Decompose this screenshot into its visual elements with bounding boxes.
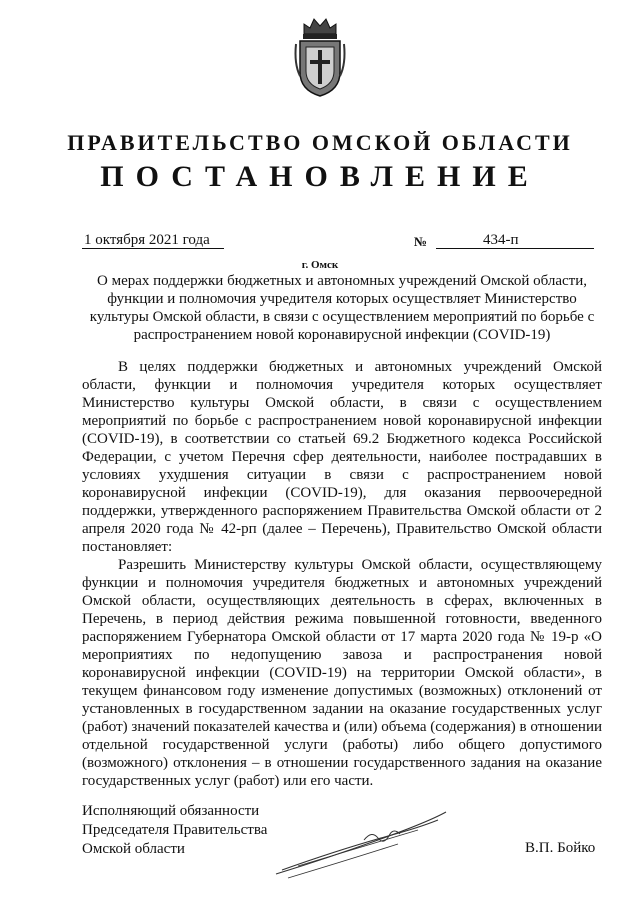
document-body	[82, 358, 602, 790]
document-type: ПОСТАНОВЛЕНИЕ	[100, 160, 540, 193]
signer-position	[82, 802, 267, 859]
city: г. Омск	[301, 259, 339, 271]
signer-position-line: Омской области	[82, 841, 185, 857]
number-sign: №	[414, 234, 428, 249]
coat-of-arms-icon	[292, 14, 348, 100]
body-paragraph: В целях поддержки бюджетных и автономных учреждений Омской области, функции и полномочия учредителя которых осуществляет Министерство культуры Омской области, в связи с осуществлением мероприятий по борьбе с распространением новой коронавирусной инфекции (COVID-19), в соответствии со статьей 69.2 Бюджетного кодекса Российской Федерации, с учетом Перечня сфер деятельности, наиболее пострадавших в условиях ухудшения ситуации в связи с распространением новой коронавирусной инфекции (COVID-19), для оказания первоочередной поддержки, утвержденного распоряжением Правительства Омской области от 2 апреля 2020 года № 42-рп (далее – Перечень), Правительство Омской области постановляет:	[82, 359, 602, 555]
signer-position-line: Исполняющий обязанности	[82, 803, 260, 819]
signer-name: В.П. Бойко	[525, 840, 596, 856]
body-paragraph: Разрешить Министерству культуры Омской области, осуществляющему функции и полномочия учредителя бюджетных и автономных учреждений Омской области, осуществляющих деятельность в сферах, включенных в Перечень, в период действия режима повышенной готовности, введенного распоряжением Губернатора Омской области от 17 марта 2020 года № 19-р «О мероприятиях по недопущению завоза и распространения новой коронавирусной инфекции (COVID-19) на территории Омской области», в текущем финансовом году изменение допустимых (возможных) отклонений от установленных в государственном задании на оказание государственных услуг (работ) значений показателей качества и (или) объема (содержания) в отношении отдельной государственной услуги (работы) либо общего допустимого (возможного) отклонения – в отношении государственного задания на оказание государственных услуг (работ) или его части.	[82, 557, 602, 789]
government-title: ПРАВИТЕЛЬСТВО ОМСКОЙ ОБЛАСТИ	[67, 130, 573, 155]
document-number: 434-п	[436, 232, 594, 249]
document-date: 1 октября 2021 года	[82, 232, 224, 249]
signer-position-line: Председателя Правительства	[82, 822, 268, 838]
handwritten-signature	[268, 800, 452, 882]
document-heading: О мерах поддержки бюджетных и автономных учреждений Омской области, функции и полномочия учредителя которых осуществляет Министерство культуры Омской области, в связи с осуществлением мероприятий по борьбе с распространением новой коронавирусной инфекции (COVID-19)	[89, 273, 595, 343]
